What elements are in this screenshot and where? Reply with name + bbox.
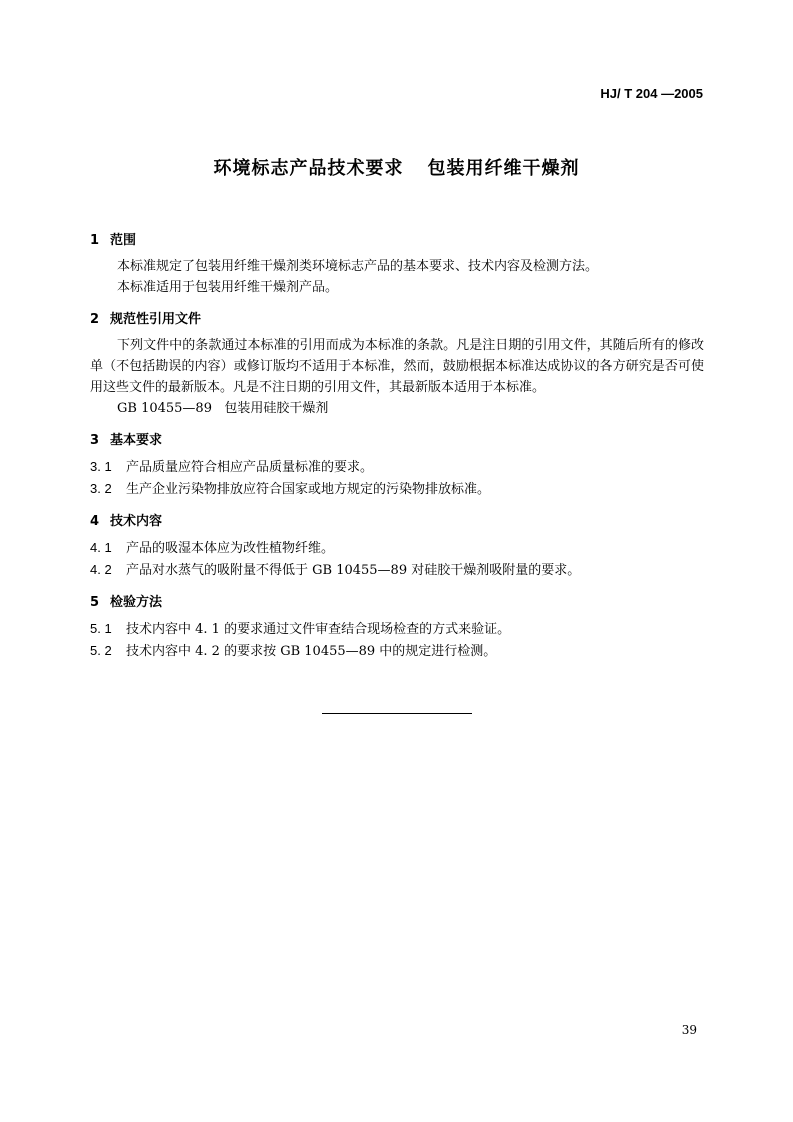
clause-3-1 <box>90 456 704 478</box>
standard-number: HJ/ T 204 —2005 <box>600 86 703 101</box>
section-title: 基本要求 <box>110 433 163 448</box>
document-body <box>90 230 704 673</box>
section-inspection-methods <box>90 592 704 662</box>
clause-3-2 <box>90 478 704 500</box>
scope-paragraph-1: 本标准规定了包装用纤维干燥剂类环境标志产品的基本要求、技术内容及检测方法。 <box>117 259 599 274</box>
document-title <box>0 154 793 180</box>
section-number: 3 <box>90 433 100 448</box>
section-title: 范围 <box>110 233 137 248</box>
clause-number: 5. 1 <box>90 621 112 636</box>
page-number: 39 <box>681 1023 697 1037</box>
section-title: 技术内容 <box>110 514 163 529</box>
section-title: 检验方法 <box>110 595 163 610</box>
reference-entry <box>90 398 704 419</box>
reference-title: 包装用硅胶干燥剂 <box>224 401 329 416</box>
clause-text: 产品质量应符合相应产品质量标准的要求。 <box>126 460 374 475</box>
title-part-1: 环境标志产品技术要求 <box>213 158 404 179</box>
clause-text: 产品对水蒸气的吸附量不得低于 GB 10455—89 对硅胶干燥剂吸附量的要求。 <box>126 563 581 578</box>
clause-4-2 <box>90 559 704 581</box>
section-number: 4 <box>90 514 100 529</box>
section-number: 1 <box>90 233 100 248</box>
section-title: 规范性引用文件 <box>110 312 202 327</box>
section-normative-references <box>90 309 704 419</box>
clause-text: 技术内容中 4. 2 的要求按 GB 10455—89 中的规定进行检测。 <box>126 644 497 659</box>
section-heading <box>90 309 704 330</box>
section-scope <box>90 230 704 298</box>
clause-4-1 <box>90 537 704 559</box>
section-number: 5 <box>90 595 100 610</box>
references-paragraph: 下列文件中的条款通过本标准的引用而成为本标准的条款。凡是注日期的引用文件，其随后所有的修改单（不包括勘误的内容）或修订版均不适用于本标准，然而，鼓励根据本标准达成协议的各方研究是否可使用这些文件的最新版本。凡是不注日期的引用文件，其最新版本适用于本标准。 <box>90 338 704 395</box>
end-of-document-rule <box>322 713 472 714</box>
section-heading <box>90 430 704 451</box>
clause-text: 技术内容中 4. 1 的要求通过文件审查结合现场检查的方式来验证。 <box>126 622 511 637</box>
title-part-2: 包装用纤维干燥剂 <box>427 158 580 179</box>
section-basic-requirements <box>90 430 704 500</box>
clause-5-1 <box>90 618 704 640</box>
section-number: 2 <box>90 312 100 327</box>
clause-text: 产品的吸湿本体应为改性植物纤维。 <box>126 541 335 556</box>
clause-number: 4. 2 <box>90 562 112 577</box>
section-heading <box>90 592 704 613</box>
section-heading <box>90 230 704 251</box>
section-heading <box>90 511 704 532</box>
reference-code: GB 10455—89 <box>117 401 212 416</box>
scope-paragraph-2: 本标准适用于包装用纤维干燥剂产品。 <box>117 280 339 295</box>
clause-text: 生产企业污染物排放应符合国家或地方规定的污染物排放标准。 <box>126 482 491 497</box>
clause-number: 5. 2 <box>90 643 112 658</box>
clause-number: 3. 2 <box>90 481 112 496</box>
clause-number: 4. 1 <box>90 540 112 555</box>
clause-number: 3. 1 <box>90 459 112 474</box>
section-technical-content <box>90 511 704 581</box>
clause-5-2 <box>90 640 704 662</box>
